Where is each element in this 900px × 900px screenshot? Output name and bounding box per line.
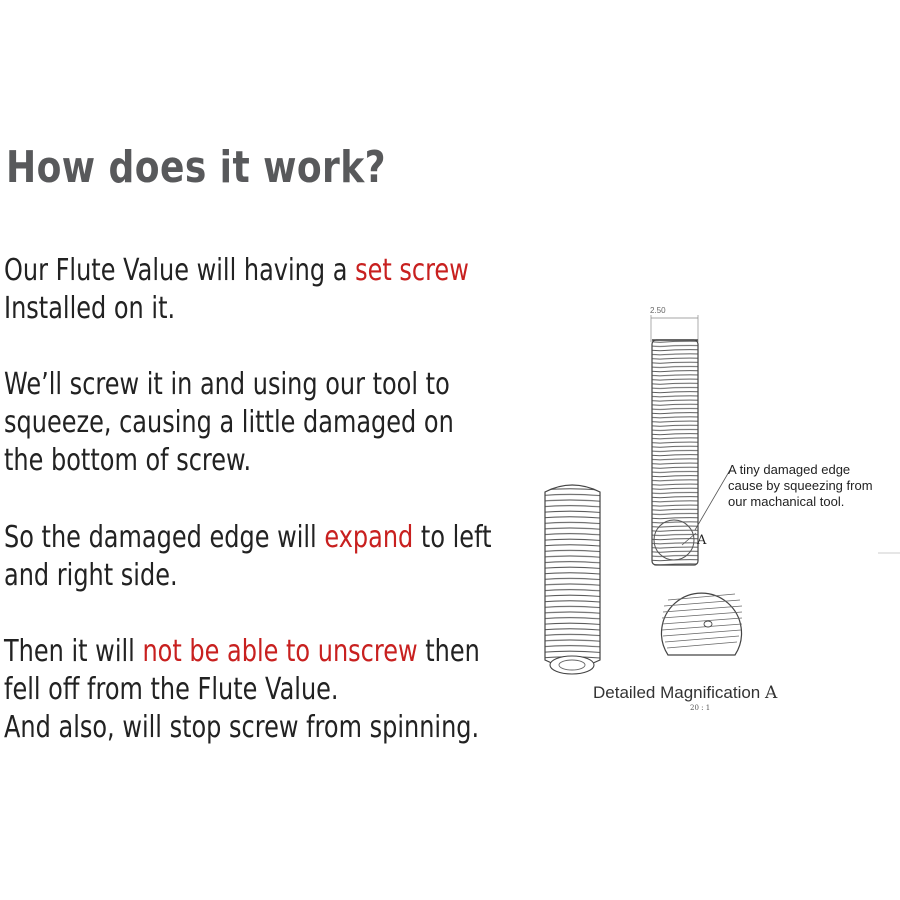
highlight-not-unscrew: not be able to unscrew <box>142 634 418 669</box>
detail-caption <box>593 683 777 703</box>
callout-line: cause by squeezing from <box>728 478 873 493</box>
paragraph-set-screw <box>4 252 469 328</box>
text-line <box>4 252 469 290</box>
paragraph-unscrew <box>4 633 480 747</box>
caption-text: Detailed Magnification <box>593 683 765 702</box>
tall-screw <box>652 340 698 565</box>
page-title: How does it work? <box>6 142 386 193</box>
paragraph-squeeze <box>4 366 454 480</box>
text-span: So the damaged edge will <box>4 520 325 555</box>
callout-line: our machanical tool. <box>728 494 845 509</box>
scale-label: 20 : 1 <box>690 704 711 712</box>
text-span: to left <box>413 520 492 555</box>
text-line: the bottom of screw. <box>4 443 252 478</box>
damage-callout <box>728 462 873 510</box>
short-screw <box>545 485 600 674</box>
text-line: We’ll screw it in and using our tool to <box>4 367 450 402</box>
text-line <box>4 633 480 671</box>
text-line <box>4 519 492 557</box>
caption-letter: A <box>764 683 778 703</box>
dimension-label: 2.50 <box>650 306 666 315</box>
text-line: fell off from the Flute Value. <box>4 672 339 707</box>
paragraph-expand <box>4 519 492 595</box>
text-span: Our Flute Value will having a <box>4 253 356 288</box>
text-line: squeeze, causing a little damaged on <box>4 405 454 440</box>
magnified-screw-end <box>662 593 743 655</box>
text-line: And also, will stop screw from spinning. <box>4 710 480 745</box>
highlight-set-screw: set screw <box>355 253 469 288</box>
screw-drawing <box>530 295 900 735</box>
dimension-line <box>651 315 698 342</box>
text-span: then <box>417 634 480 669</box>
text-line: and right side. <box>4 558 178 593</box>
detail-marker: A <box>697 533 707 548</box>
callout-line: A tiny damaged edge <box>728 462 851 477</box>
text-line: Installed on it. <box>4 291 176 326</box>
highlight-expand: expand <box>324 520 414 555</box>
text-span: Then it will <box>4 634 143 669</box>
